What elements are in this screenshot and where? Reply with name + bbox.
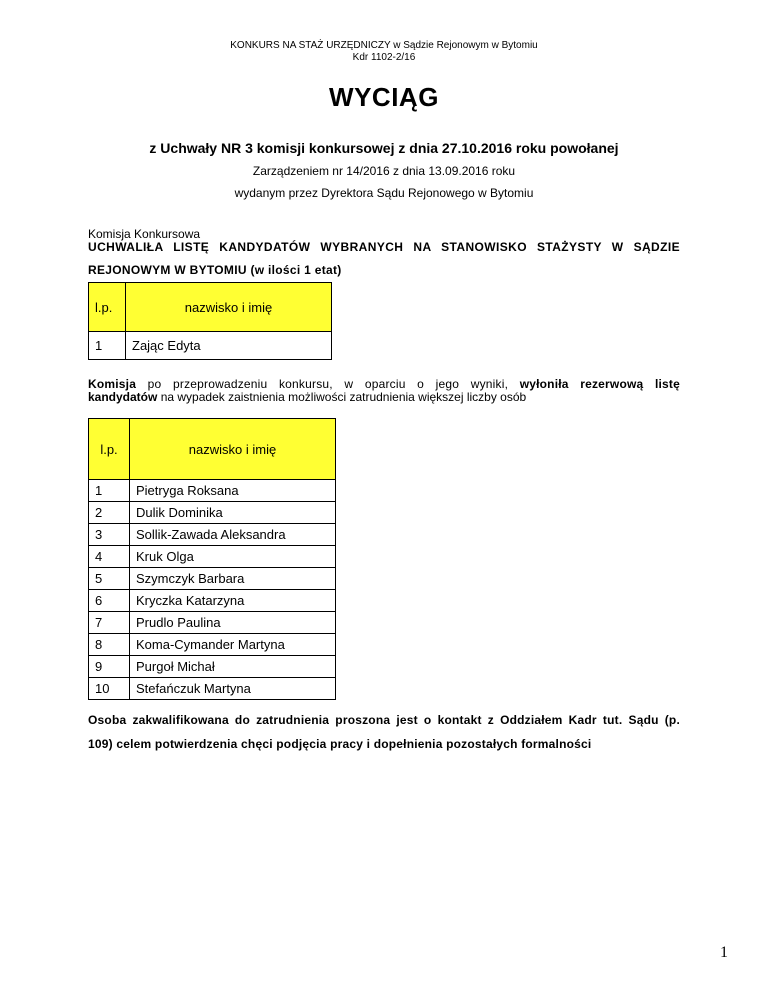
row-name: Szymczyk Barbara — [130, 568, 336, 590]
reserve-paragraph-line-2 — [88, 390, 526, 404]
row-name: Zając Edyta — [126, 332, 332, 360]
paragraph-bold-1: Komisja — [88, 377, 137, 391]
row-name: Koma-Cymander Martyna — [130, 634, 336, 656]
header-line-2: Kdr 1102-2/16 — [352, 52, 416, 63]
row-name: Kryczka Katarzyna — [130, 590, 336, 612]
row-lp: 10 — [89, 678, 130, 700]
table-row — [89, 612, 336, 634]
row-lp: 5 — [89, 568, 130, 590]
table-header-row — [89, 419, 336, 480]
header-name: nazwisko i imię — [126, 283, 332, 332]
row-name: Prudlo Paulina — [130, 612, 336, 634]
paragraph-bold-3: kandydatów — [88, 390, 158, 404]
table-row — [89, 524, 336, 546]
resolution-line-1: UCHWALIŁA LISTĘ KANDYDATÓW WYBRANYCH NA STANOWISKO STAŻYSTY W SĄDZIE — [88, 240, 680, 254]
row-lp: 4 — [89, 546, 130, 568]
page-number: 1 — [720, 944, 728, 961]
row-lp: 6 — [89, 590, 130, 612]
footer-line-1: Osoba zakwalifikowana do zatrudnienia proszona jest o kontakt z Oddziałem Kadr tut. Sądu (p. — [88, 713, 680, 727]
row-lp: 3 — [89, 524, 130, 546]
paragraph-text-2: na wypadek zaistnienia możliwości zatrudnienia większej liczby osób — [157, 390, 527, 404]
row-lp: 8 — [89, 634, 130, 656]
table-row — [89, 568, 336, 590]
row-name: Purgoł Michał — [130, 656, 336, 678]
table-row — [89, 546, 336, 568]
row-lp: 2 — [89, 502, 130, 524]
resolution-line-2: REJONOWYM W BYTOMIU (w ilości 1 etat) — [88, 263, 342, 277]
table-row — [89, 678, 336, 700]
table-row — [89, 634, 336, 656]
table-row — [89, 656, 336, 678]
table-header-row — [89, 283, 332, 332]
reserve-candidates-table — [88, 418, 336, 700]
table-row — [89, 502, 336, 524]
row-name: Sollik-Zawada Aleksandra — [130, 524, 336, 546]
header-lp: l.p. — [89, 419, 130, 480]
row-name: Stefańczuk Martyna — [130, 678, 336, 700]
reserve-paragraph-line-1 — [88, 377, 680, 391]
header-lp: l.p. — [89, 283, 126, 332]
document-title: WYCIĄG — [329, 82, 439, 112]
row-lp: 1 — [89, 332, 126, 360]
subtitle-line-2: Zarządzeniem nr 14/2016 z dnia 13.09.2016 roku — [252, 164, 516, 178]
footer-line-2: 109) celem potwierdzenia chęci podjęcia pracy i dopełnienia pozostałych formalności — [88, 737, 592, 751]
row-lp: 7 — [89, 612, 130, 634]
table-row — [89, 480, 336, 502]
row-lp: 1 — [89, 480, 130, 502]
row-name: Pietryga Roksana — [130, 480, 336, 502]
row-lp: 9 — [89, 656, 130, 678]
selected-candidates-table — [88, 282, 332, 360]
subtitle-line-1: z Uchwały NR 3 komisji konkursowej z dnia 27.10.2016 roku powołanej — [149, 140, 619, 156]
row-name: Dulik Dominika — [130, 502, 336, 524]
paragraph-bold-2: wyłoniła rezerwową listę — [519, 377, 680, 391]
table-row — [89, 332, 332, 360]
header-line-1: KONKURS NA STAŻ URZĘDNICZY w Sądzie Rejonowym w Bytomiu — [230, 40, 538, 51]
row-name: Kruk Olga — [130, 546, 336, 568]
subtitle-line-3: wydanym przez Dyrektora Sądu Rejonowego w Bytomiu — [234, 186, 534, 200]
header-name: nazwisko i imię — [130, 419, 336, 480]
commission-label: Komisja Konkursowa — [88, 227, 201, 241]
table-row — [89, 590, 336, 612]
paragraph-text-1: po przeprowadzeniu konkursu, w oparciu o jego wyniki, — [136, 377, 520, 391]
